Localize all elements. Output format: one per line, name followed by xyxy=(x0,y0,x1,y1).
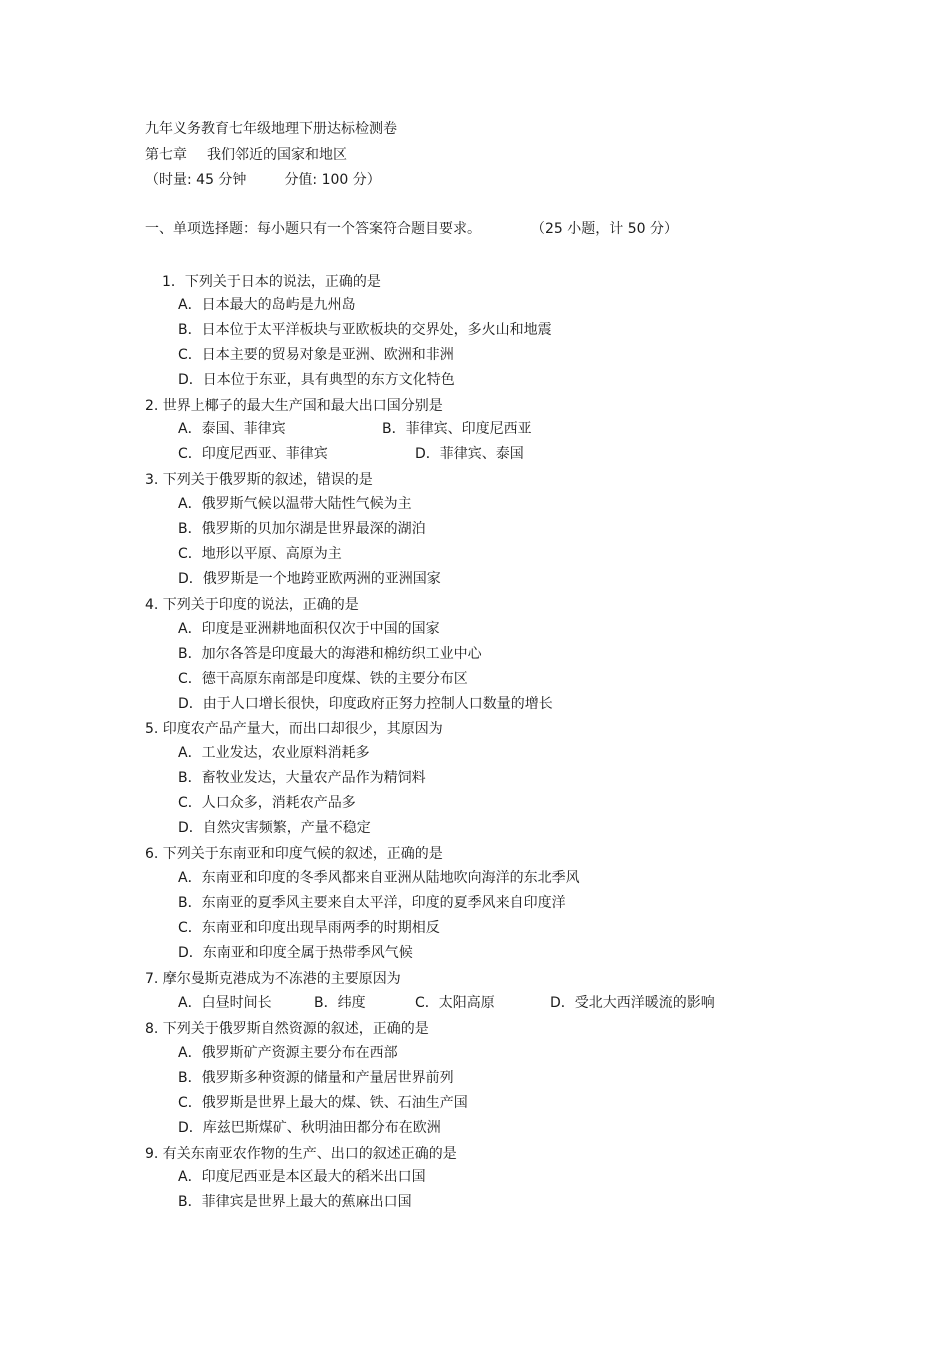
time-info: （时量: 45 分钟 xyxy=(145,172,247,188)
question-stem: 4. 下列关于印度的说法，正确的是 xyxy=(145,597,359,613)
question-stem: 8. 下列关于俄罗斯自然资源的叙述，正确的是 xyxy=(145,1021,429,1037)
answer-option: A．印度是亚洲耕地面积仅次于中国的国家 xyxy=(178,621,440,637)
answer-option: A．日本最大的岛屿是九州岛 xyxy=(178,297,356,313)
question-stem: 9. 有关东南亚农作物的生产、出口的叙述正确的是 xyxy=(145,1146,457,1162)
question-stem: 6. 下列关于东南亚和印度气候的叙述，正确的是 xyxy=(145,846,443,862)
question-stem: 1．下列关于日本的说法，正确的是 xyxy=(162,274,381,290)
answer-option: D．库兹巴斯煤矿、秋明油田都分布在欧洲 xyxy=(178,1120,441,1136)
answer-option: A．东南亚和印度的冬季风都来自亚洲从陆地吹向海洋的东北季风 xyxy=(178,870,580,886)
answer-option: B．俄罗斯的贝加尔湖是世界最深的湖泊 xyxy=(178,521,426,537)
question-stem: 5. 印度农产品产量大，而出口却很少，其原因为 xyxy=(145,721,443,737)
question-stem: 3. 下列关于俄罗斯的叙述，错误的是 xyxy=(145,472,373,488)
answer-option: A．泰国、菲律宾 xyxy=(178,421,286,437)
answer-option: D．由于人口增长很快，印度政府正努力控制人口数量的增长 xyxy=(178,696,553,712)
document-title: 九年义务教育七年级地理下册达标检测卷 xyxy=(145,121,397,137)
answer-option: B．菲律宾是世界上最大的蕉麻出口国 xyxy=(178,1194,412,1210)
answer-option: B．纬度 xyxy=(314,995,366,1011)
answer-option: B．菲律宾、印度尼西亚 xyxy=(382,421,532,437)
answer-option: D．东南亚和印度全属于热带季风气候 xyxy=(178,945,413,961)
answer-option: B．东南亚的夏季风主要来自太平洋，印度的夏季风来自印度洋 xyxy=(178,895,566,911)
answer-option: D．菲律宾、泰国 xyxy=(415,446,524,462)
answer-option: B．加尔各答是印度最大的海港和棉纺织工业中心 xyxy=(178,646,482,662)
answer-option: D．受北大西洋暖流的影响 xyxy=(550,995,715,1011)
chapter-heading xyxy=(145,145,347,165)
answer-option: B．俄罗斯多种资源的储量和产量居世界前列 xyxy=(178,1070,454,1086)
answer-option: B．畜牧业发达，大量农产品作为精饲料 xyxy=(178,770,426,786)
answer-option: C．地形以平原、高原为主 xyxy=(178,546,342,562)
score-info: 分值: 100 分） xyxy=(284,172,381,188)
question-stem: 7. 摩尔曼斯克港成为不冻港的主要原因为 xyxy=(145,971,401,987)
section-heading: 一、单项选择题：每小题只有一个答案符合题目要求。 xyxy=(145,221,481,237)
answer-option: A．印度尼西亚是本区最大的稻米出口国 xyxy=(178,1169,426,1185)
section-note: （25 小题，计 50 分） xyxy=(531,221,678,237)
answer-option: A．工业发达，农业原料消耗多 xyxy=(178,745,370,761)
answer-option: D．日本位于东亚，具有典型的东方文化特色 xyxy=(178,372,455,388)
section-heading-line xyxy=(145,219,678,239)
answer-option: A．俄罗斯气候以温带大陆性气候为主 xyxy=(178,496,412,512)
answer-option: D．俄罗斯是一个地跨亚欧两洲的亚洲国家 xyxy=(178,571,441,587)
answer-option: C．印度尼西亚、菲律宾 xyxy=(178,446,328,462)
answer-option: A．俄罗斯矿产资源主要分布在西部 xyxy=(178,1045,398,1061)
exam-info xyxy=(145,170,381,190)
question-stem: 2. 世界上椰子的最大生产国和最大出口国分别是 xyxy=(145,398,443,414)
answer-option: C．俄罗斯是世界上最大的煤、铁、石油生产国 xyxy=(178,1095,468,1111)
answer-option: C．德干高原东南部是印度煤、铁的主要分布区 xyxy=(178,671,468,687)
answer-option: C．日本主要的贸易对象是亚洲、欧洲和非洲 xyxy=(178,347,454,363)
answer-option: C．人口众多，消耗农产品多 xyxy=(178,795,356,811)
chapter-title: 我们邻近的国家和地区 xyxy=(207,147,347,163)
answer-option: D．自然灾害频繁，产量不稳定 xyxy=(178,820,371,836)
answer-option: C．东南亚和印度出现旱雨两季的时期相反 xyxy=(178,920,440,936)
chapter-number: 第七章 xyxy=(145,147,187,163)
answer-option: C．太阳高原 xyxy=(415,995,495,1011)
answer-option: B．日本位于太平洋板块与亚欧板块的交界处，多火山和地震 xyxy=(178,322,552,338)
answer-option: A．白昼时间长 xyxy=(178,995,272,1011)
